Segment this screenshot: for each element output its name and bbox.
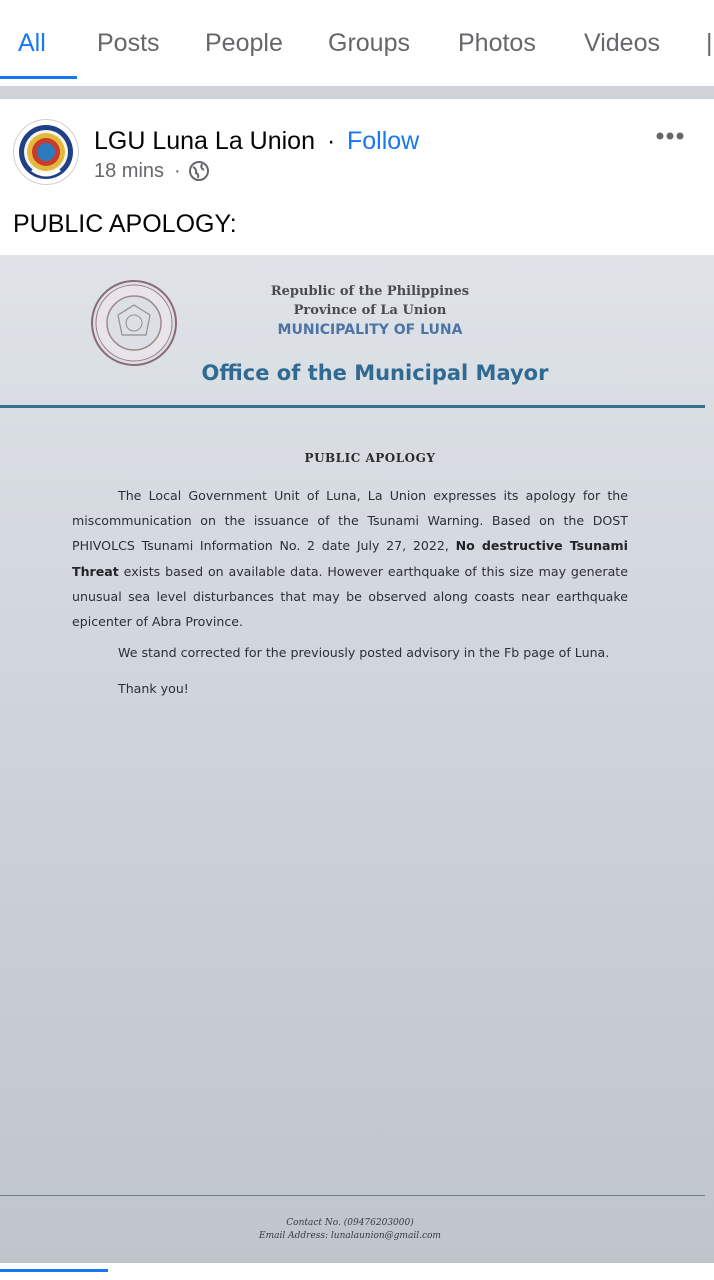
footer-divider — [0, 1195, 705, 1196]
contact-number: Contact No. (09476203000) — [286, 1218, 414, 1228]
municipality-seal-icon — [90, 279, 178, 367]
letterhead-office: Office of the Municipal Mayor — [201, 361, 549, 385]
loading-progress-bar — [0, 1269, 108, 1272]
letter-contact — [240, 1217, 460, 1243]
globe-icon — [188, 160, 210, 182]
letter-body-rest: exists based on available data. However earthquake of this size may generate unusual sea level disturbances that may be observed along coasts near earthquake epicenter of Abra Province. — [72, 563, 628, 630]
letter-paragraph-1 — [72, 483, 628, 634]
avatar[interactable] — [14, 120, 78, 184]
letterhead-municipality: MUNICIPALITY OF LUNA — [277, 322, 463, 338]
letterhead-province: Province of La Union — [293, 303, 447, 318]
tab-videos[interactable]: Videos — [584, 29, 660, 57]
tab-photos[interactable]: Photos — [458, 29, 536, 57]
tab-all[interactable]: All — [18, 29, 46, 57]
timestamp-separator: · — [174, 160, 181, 182]
feed-separator — [0, 86, 714, 99]
tab-people[interactable]: People — [205, 29, 283, 57]
post-author-name[interactable]: LGU Luna La Union — [94, 127, 315, 155]
tab-posts[interactable]: Posts — [97, 29, 160, 57]
letter-paragraph-2: We stand corrected for the previously posted advisory in the Fb page of Luna. — [118, 645, 610, 660]
letter-title: PUBLIC APOLOGY — [304, 451, 436, 465]
letter-body-intro: The Local Government Unit of Luna, La Union expresses its apology for the miscommunication on the issuance of the Tsunami Warning. Based on the DOST PHIVOLCS Tsunami Information No. 2 date July 27, 2022, — [72, 488, 628, 554]
search-tabs-bar — [0, 0, 714, 87]
tab-more-partial[interactable]: | — [706, 29, 713, 57]
letterhead-divider — [0, 405, 705, 408]
header-separator: · — [327, 127, 336, 155]
post-timestamp[interactable]: 18 mins — [94, 160, 165, 182]
more-options-icon[interactable] — [652, 124, 688, 148]
tab-groups[interactable]: Groups — [328, 29, 410, 57]
letter-body-emphasis: No destructive Tsunami Threat — [72, 538, 628, 579]
post-caption: PUBLIC APOLOGY: — [13, 210, 237, 238]
letterhead-republic: Republic of the Philippines — [270, 284, 470, 299]
municipal-seal-icon — [14, 120, 78, 184]
post-photo[interactable] — [0, 255, 714, 1263]
active-tab-indicator — [0, 76, 77, 79]
follow-button[interactable]: Follow — [347, 127, 420, 155]
letter-closing: Thank you! — [118, 681, 189, 696]
contact-email: Email Address: lunalaunion@gmail.com — [259, 1231, 441, 1241]
